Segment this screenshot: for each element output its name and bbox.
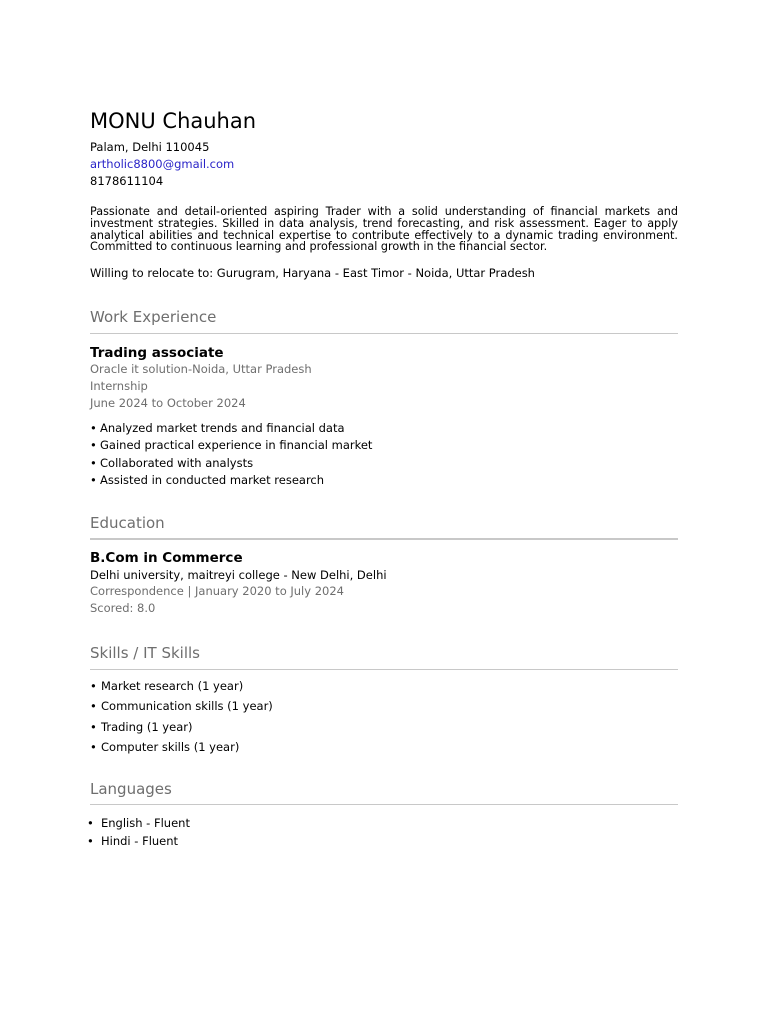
section-heading-skills: Skills / IT Skills [90, 644, 200, 662]
job-type: Internship [90, 379, 148, 393]
job-title: Trading associate [90, 345, 224, 361]
list-item: • Communication skills (1 year) [90, 696, 273, 716]
email-link[interactable]: artholic8800@gmail.com [90, 157, 235, 171]
job-responsibilities-list [90, 420, 372, 489]
list-item: • Gained practical experience in financial market [90, 437, 372, 454]
degree-title: B.Com in Commerce [90, 550, 243, 566]
list-item: • Computer skills (1 year) [90, 737, 273, 757]
bullet-icon: • [90, 739, 97, 754]
phone-number: 8178611104 [90, 174, 164, 188]
bullet-icon: • [90, 421, 97, 435]
summary-paragraph: Passionate and detail-oriented aspiring Trader with a solid understanding of financial markets and investment strategies. Skilled in data analysis, trend forecasting, and risk assessment. Eager to apply analytical abilities and technical expertise to contribute effectively to a dynamic trading environment. Committed to continuous learning and professional growth in the financial sector. [90, 205, 678, 254]
section-divider [90, 804, 678, 805]
address: Palam, Delhi 110045 [90, 140, 210, 154]
list-item: • English - Fluent [87, 815, 190, 833]
relocation-preference: Willing to relocate to: Gurugram, Haryana - East Timor - Noida, Uttar Pradesh [90, 266, 535, 280]
section-heading-education: Education [90, 514, 165, 532]
candidate-name: MONU Chauhan [90, 109, 257, 133]
school-name: Delhi university, maitreyi college - New Delhi, Delhi [90, 568, 387, 582]
languages-list [87, 815, 190, 850]
job-dates: June 2024 to October 2024 [90, 396, 246, 410]
bullet-icon: • [87, 833, 94, 848]
list-item: • Analyzed market trends and financial data [90, 420, 372, 437]
job-company: Oracle it solution-Noida, Uttar Pradesh [90, 362, 312, 376]
section-divider [90, 669, 678, 670]
list-item: • Trading (1 year) [90, 717, 273, 737]
bullet-icon: • [90, 472, 97, 487]
list-item: • Assisted in conducted market research [90, 472, 372, 489]
bullet-icon: • [90, 679, 97, 693]
list-item: • Market research (1 year) [90, 676, 273, 696]
bullet-icon: • [90, 455, 97, 470]
section-heading-work: Work Experience [90, 308, 217, 326]
list-item: • Hindi - Fluent [87, 833, 190, 851]
skills-list [90, 676, 273, 757]
bullet-icon: • [90, 699, 97, 714]
score: Scored: 8.0 [90, 601, 156, 615]
bullet-icon: • [87, 816, 94, 830]
section-heading-languages: Languages [90, 780, 172, 798]
section-divider [90, 538, 678, 540]
study-mode-dates: Correspondence | January 2020 to July 2024 [90, 584, 344, 598]
list-item: • Collaborated with analysts [90, 455, 372, 472]
section-divider [90, 333, 678, 334]
bullet-icon: • [90, 719, 97, 734]
bullet-icon: • [90, 438, 97, 453]
